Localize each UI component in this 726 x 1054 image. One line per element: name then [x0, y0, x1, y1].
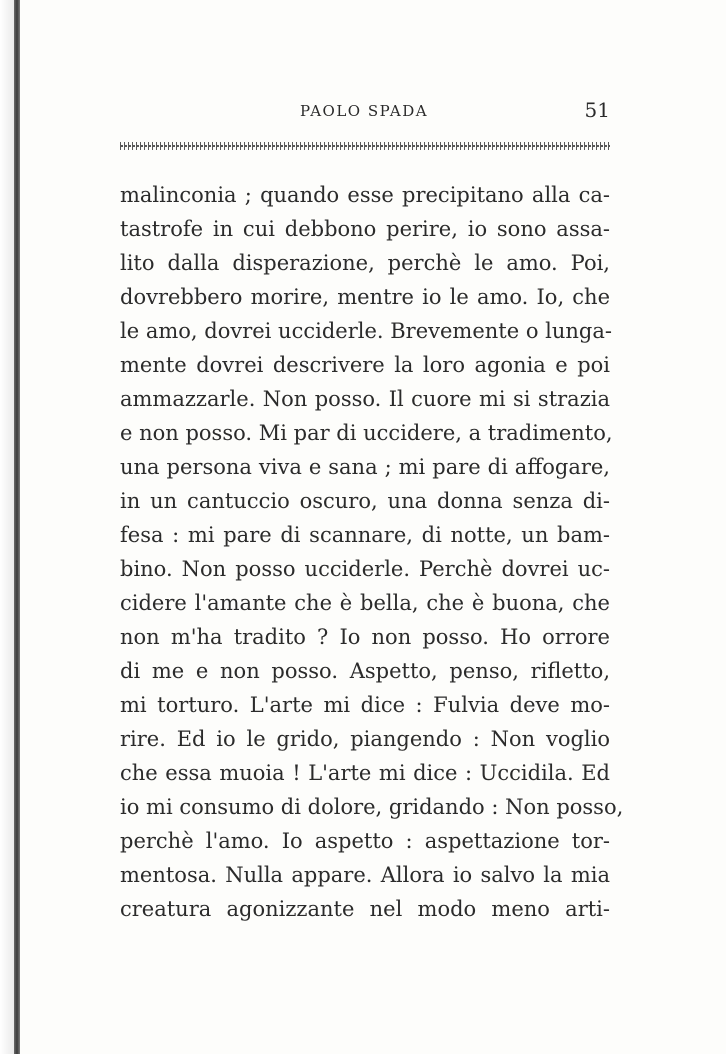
text-line: rire. Ed io le grido, piangendo : Non voglio [120, 727, 610, 751]
text-line: dovrebbero morire, mentre io le amo. Io, che [120, 285, 610, 309]
page-number: 51 [584, 98, 610, 122]
ornamental-rule [120, 142, 610, 150]
text-line: ammazzarle. Non posso. Il cuore mi si strazia [120, 387, 610, 411]
text-line: una persona viva e sana ; mi pare di affogare, [120, 455, 610, 479]
text-line: cidere l'amante che è bella, che è buona, che [120, 591, 610, 615]
text-line: mi torturo. L'arte mi dice : Fulvia deve mo- [120, 693, 610, 717]
text-line: non m'ha tradito ? Io non posso. Ho orrore [120, 625, 610, 649]
text-line: tastrofe in cui debbono perire, io sono assa- [120, 217, 610, 241]
text-line: bino. Non posso ucciderle. Perchè dovrei uc- [120, 557, 610, 581]
body-text [120, 178, 624, 926]
text-line: lito dalla disperazione, perchè le amo. Poi, [120, 251, 610, 275]
running-head-title: PAOLO SPADA [300, 102, 429, 120]
page-gutter-shadow [0, 0, 14, 1054]
text-line: perchè l'amo. Io aspetto : aspettazione tor- [120, 829, 610, 853]
text-line: di me e non posso. Aspetto, penso, rifletto, [120, 659, 610, 683]
text-line: e non posso. Mi par di uccidere, a tradimento, [120, 421, 613, 445]
text-line: le amo, dovrei ucciderle. Brevemente o lunga- [120, 319, 612, 343]
running-head [120, 98, 610, 126]
text-line: che essa muoia ! L'arte mi dice : Uccidila. Ed [120, 761, 610, 785]
text-line: in un cantuccio oscuro, una donna senza di- [120, 489, 610, 513]
text-line: fesa : mi pare di scannare, di notte, un bam- [120, 523, 610, 547]
text-line: creatura agonizzante nel modo meno arti- [120, 897, 610, 921]
book-spine [14, 0, 20, 1054]
text-line: mente dovrei descrivere la loro agonia e poi [120, 353, 610, 377]
text-line: mentosa. Nulla appare. Allora io salvo la mia [120, 863, 610, 887]
text-line: malinconia ; quando esse precipitano alla ca- [120, 183, 610, 207]
text-line: io mi consumo di dolore, gridando : Non posso, [120, 795, 624, 819]
